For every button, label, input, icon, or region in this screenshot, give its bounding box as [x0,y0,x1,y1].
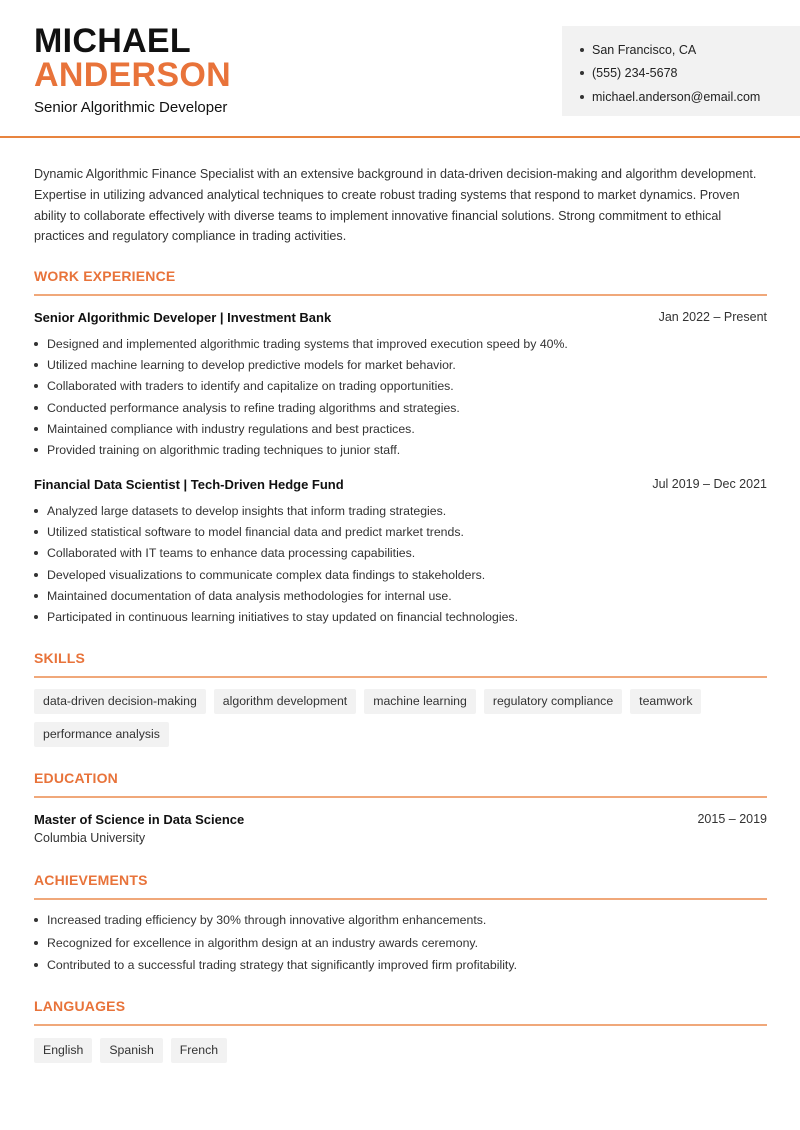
phone-text: (555) 234-5678 [592,66,678,81]
bullet-text: Designed and implemented algorithmic trading systems that improved execution speed by 40%. [47,336,568,351]
summary-paragraph: Dynamic Algorithmic Finance Specialist with an extensive background in data-driven decision-making and algorithm development. Expertise in utilizing advanced analytical techniques to create robust trading systems that respond to market dynamics. Proven ability to collaborate effectively with diverse teams to implement innovative financial solutions. Strong commitment to ethical practices and regulatory compliance in trading activities. [34,167,757,244]
list-item [34,333,767,354]
language-tag: English [34,1038,92,1063]
bullet-text: Provided training on algorithmic trading techniques to junior staff. [47,443,401,458]
job-title: Senior Algorithmic Developer [34,99,228,116]
resume-header [0,0,800,138]
bullet-text: Recognized for excellence in algorithm design at an industry awards ceremony. [47,935,479,950]
job-dates: Jul 2019 – Dec 2021 [652,477,767,491]
job-header [34,477,767,492]
list-item [34,585,767,606]
list-item [34,376,767,397]
bullet-text: Developed visualizations to communicate complex data findings to stakeholders. [47,567,486,582]
bullet-text: Increased trading efficiency by 30% through innovative algorithm enhancements. [47,913,487,928]
section-title-education: EDUCATION [34,770,118,786]
job-role: Financial Data Scientist | Tech-Driven Hedge Fund [34,477,344,492]
bullet-icon [34,427,38,431]
list-item [34,500,767,521]
skill-tag: data-driven decision-making [34,689,206,714]
bullet-icon [34,573,38,577]
skill-tag: performance analysis [34,722,169,747]
section-divider [34,676,767,678]
skill-tag: machine learning [364,689,476,714]
education-header [34,812,767,827]
job-bullet-list [34,500,767,628]
bullet-icon [34,363,38,367]
list-item [34,606,767,627]
section-title-languages: LANGUAGES [34,998,126,1014]
job-header [34,310,767,325]
bullet-icon [34,406,38,410]
bullet-text: Collaborated with traders to identify and capitalize on trading opportunities. [47,379,454,394]
list-item [34,543,767,564]
job-bullet-list [34,333,767,461]
skill-tag: regulatory compliance [484,689,622,714]
bullet-icon [34,918,38,922]
job-dates: Jan 2022 – Present [658,310,767,324]
section-divider [34,1024,767,1026]
contact-location [580,38,800,62]
last-name: ANDERSON [34,56,231,94]
skill-tag: algorithm development [214,689,356,714]
bullet-text: Participated in continuous learning initiatives to stay updated on financial technologies. [47,610,518,625]
bullet-text: Contributed to a successful trading strategy that significantly improved firm profitability. [47,958,517,973]
email-text: michael.anderson@email.com [592,89,761,104]
skills-tags [34,689,767,747]
bullet-icon [34,594,38,598]
degree: Master of Science in Data Science [34,812,245,827]
first-name: MICHAEL [34,22,191,60]
section-divider [34,796,767,798]
contact-phone [580,62,800,86]
education-dates: 2015 – 2019 [697,812,767,826]
bullet-text: Conducted performance analysis to refine trading algorithms and strategies. [47,400,460,415]
language-tag: French [171,1038,227,1063]
language-tag: Spanish [100,1038,162,1063]
list-item [34,954,767,977]
bullet-icon [34,530,38,534]
bullet-icon [34,509,38,513]
bullet-icon [34,384,38,388]
bullet-text: Utilized statistical software to model financial data and predict market trends. [47,524,464,539]
bullet-text: Maintained compliance with industry regulations and best practices. [47,421,415,436]
school-name: Columbia University [34,831,146,845]
contact-email [580,85,800,109]
list-item [34,354,767,375]
languages-tags [34,1038,767,1063]
bullet-icon [580,95,584,99]
list-item [34,521,767,542]
bullet-text: Utilized machine learning to develop predictive models for market behavior. [47,357,456,372]
bullet-icon [34,963,38,967]
bullet-icon [34,448,38,452]
location-text: San Francisco, CA [592,42,697,57]
bullet-icon [34,551,38,555]
bullet-text: Analyzed large datasets to develop insights that inform trading strategies. [47,503,447,518]
bullet-text: Maintained documentation of data analysis methodologies for internal use. [47,588,452,603]
achievements-list [34,909,767,977]
bullet-icon [580,71,584,75]
contact-box [562,26,800,116]
list-item [34,439,767,460]
bullet-icon [580,48,584,52]
list-item [34,909,767,932]
bullet-icon [34,342,38,346]
skill-tag: teamwork [630,689,701,714]
list-item [34,397,767,418]
section-title-skills: SKILLS [34,650,85,666]
section-title-achievements: ACHIEVEMENTS [34,872,148,888]
bullet-text: Collaborated with IT teams to enhance data processing capabilities. [47,546,416,561]
section-divider [34,294,767,296]
section-divider [34,898,767,900]
list-item [34,418,767,439]
bullet-icon [34,941,38,945]
job-role: Senior Algorithmic Developer | Investment Bank [34,310,332,325]
section-title-work: WORK EXPERIENCE [34,268,176,284]
list-item [34,932,767,955]
list-item [34,564,767,585]
bullet-icon [34,615,38,619]
